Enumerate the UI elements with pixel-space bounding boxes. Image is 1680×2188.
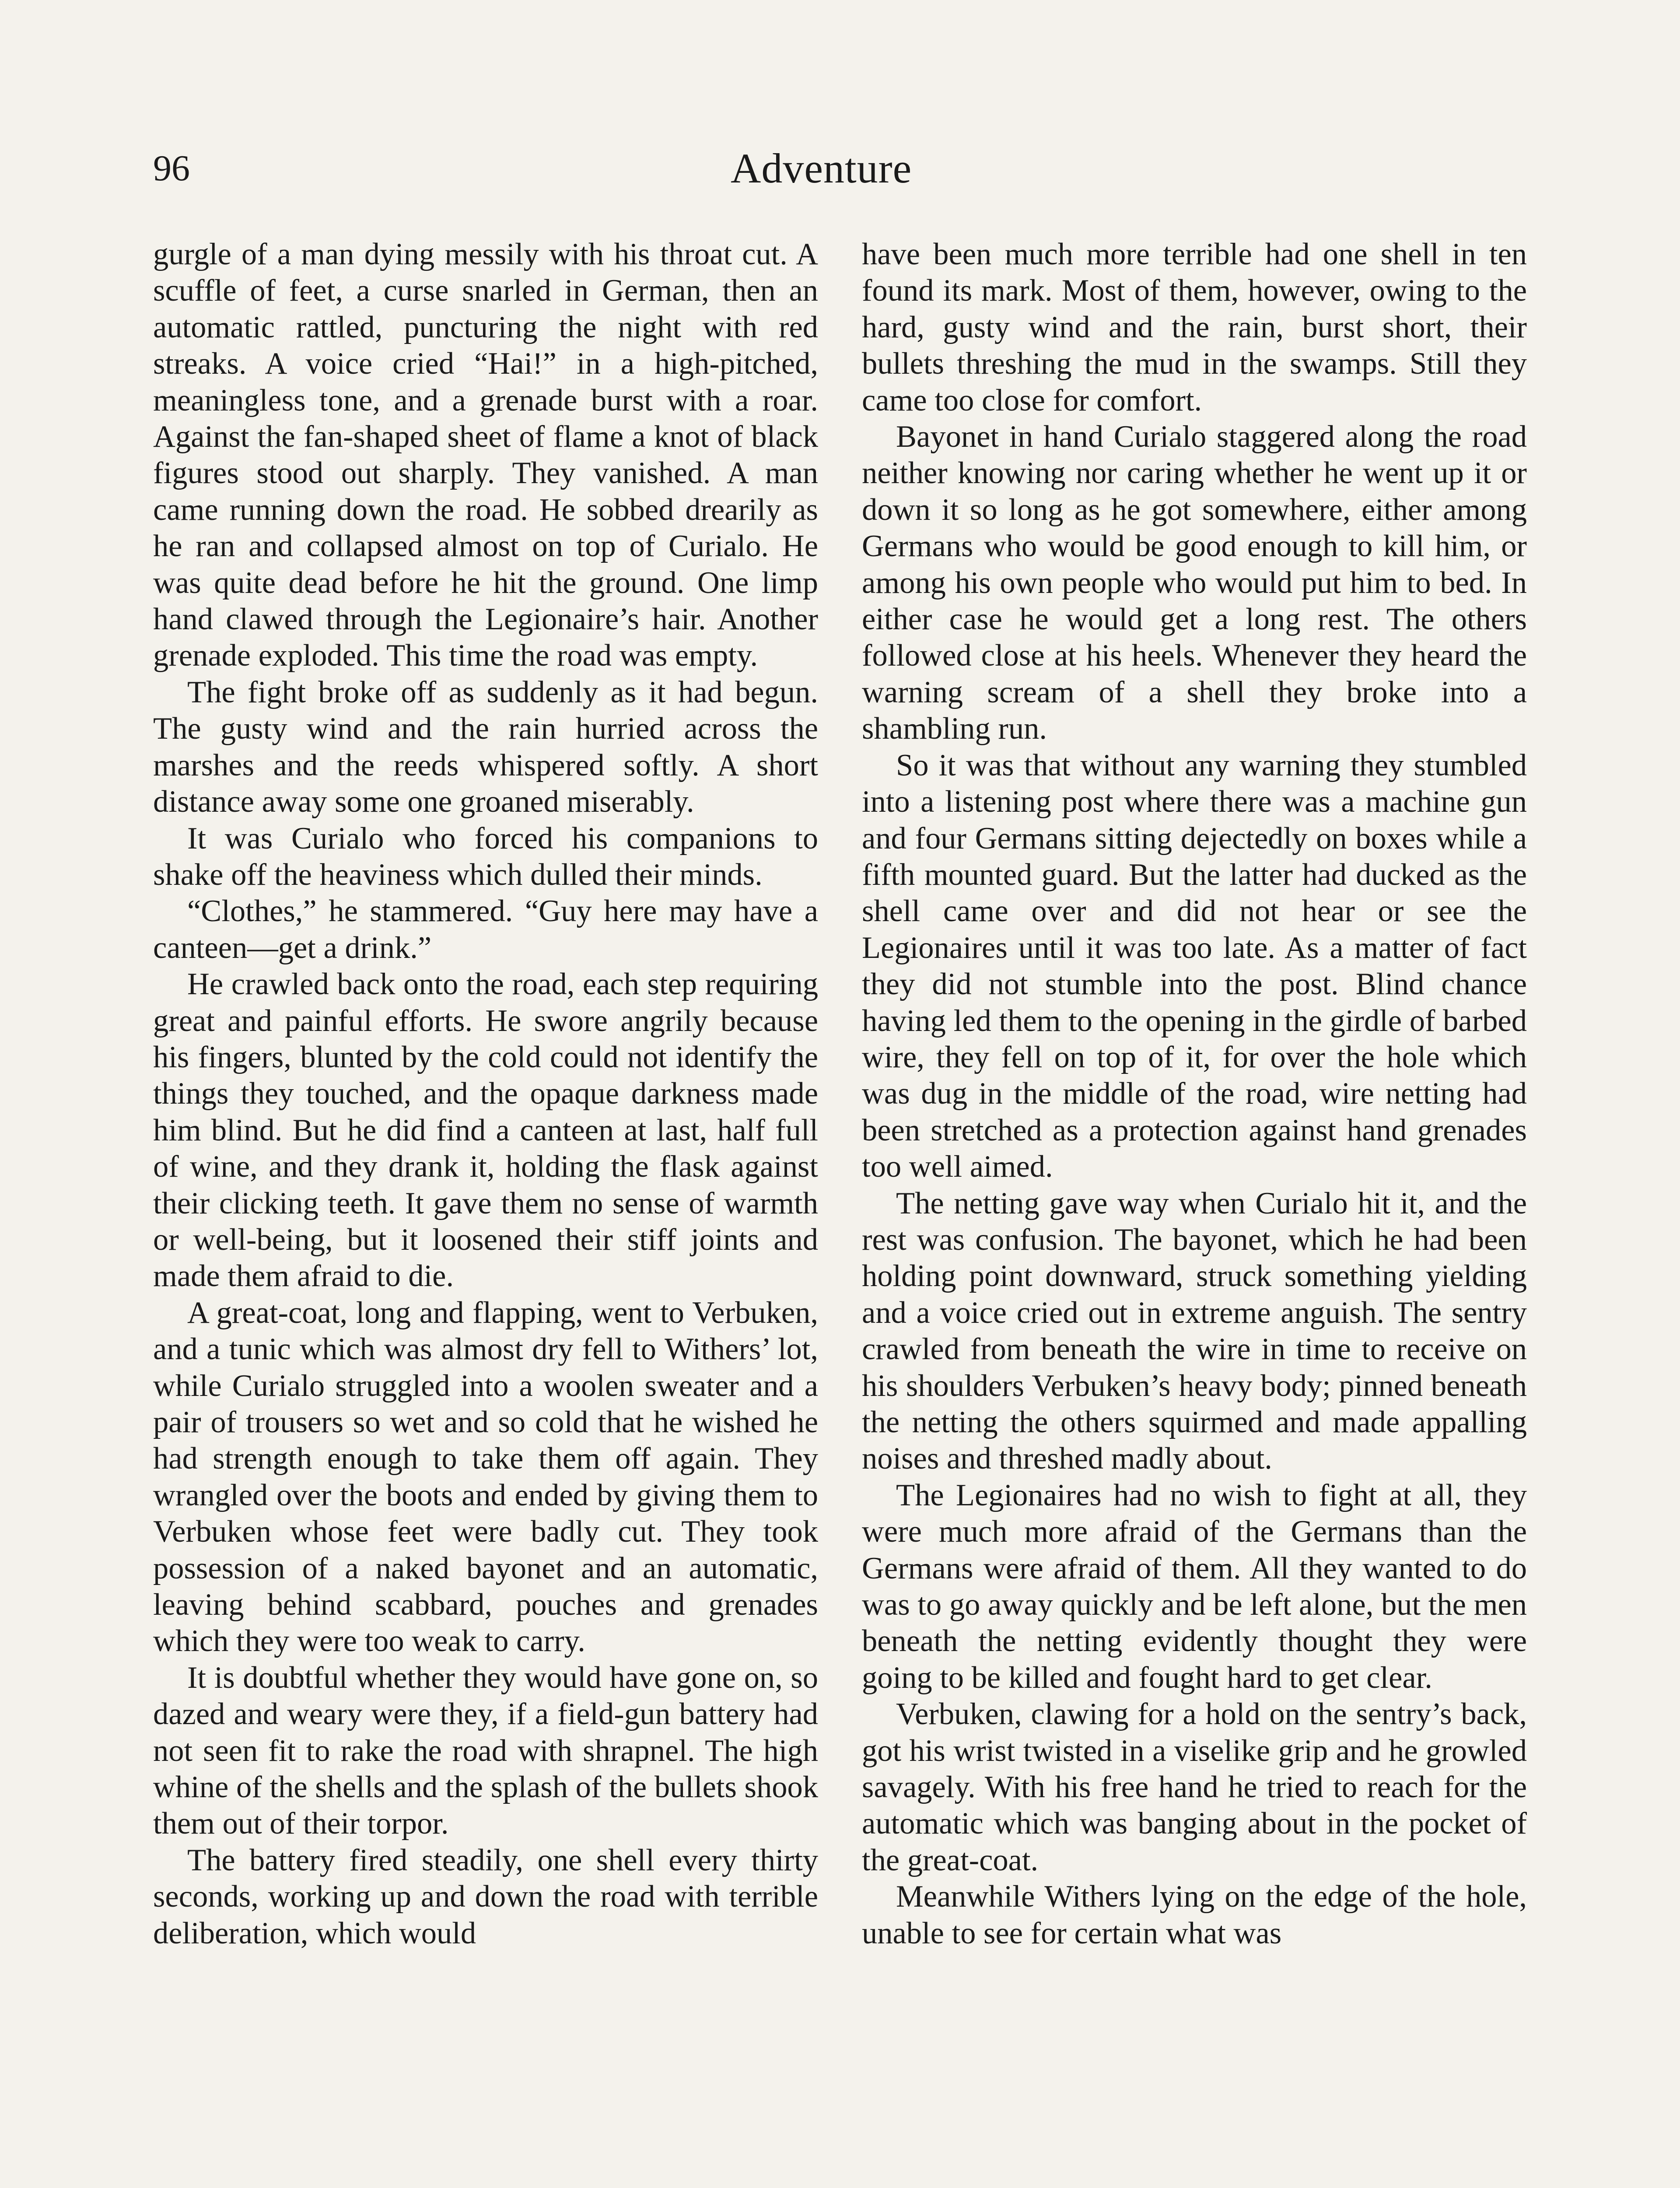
running-title: Adventure (731, 145, 912, 192)
right-column (862, 236, 1527, 2188)
paragraph: It is doubtful whether they would have gone on, so dazed and weary were they, if a field-gun battery had not seen fit to rake the road with shrapnel. The high whine of the shells and the splash of the bullets shook them out of their torpor. (153, 1660, 818, 1841)
paragraph: The netting gave way when Curialo hit it, and the rest was confusion. The bayonet, which he had been holding point downward, struck something yielding and a voice cried out in extreme anguish. The sentry crawled from beneath the wire in time to receive on his shoulders Verbuken’s heavy body; pinned beneath the netting the others squirmed and made appalling noises and threshed madly about. (862, 1186, 1527, 1476)
paragraph: “Clothes,” he stammered. “Guy here may have a canteen—get a drink.” (153, 894, 818, 965)
paragraph: It was Curialo who forced his companions to shake off the heaviness which dulled their minds. (153, 821, 818, 892)
paragraph: The fight broke off as suddenly as it had begun. The gusty wind and the rain hurried across the marshes and the reeds whispered softly. A short distance away some one groaned miserably. (153, 675, 818, 819)
paragraph: The battery fired steadily, one shell every thirty seconds, working up and down the road with terrible deliberation, which would (153, 1843, 818, 1950)
paragraph: So it was that without any warning they stumbled into a listening post where there was a machine gun and four Germans sitting dejectedly on boxes while a fifth mounted guard. But the latter had ducked as the shell came over and did not hear or see the Legionaires until it was too late. As a matter of fact they did not stumble into the post. Blind chance having led them to the opening in the girdle of barbed wire, they fell on top of it, for over the hole which was dug in the middle of the road, wire netting had been stretched as a protection against hand grenades too well aimed. (862, 748, 1527, 1184)
left-column (153, 236, 818, 2188)
paragraph: Verbuken, clawing for a hold on the sentry’s back, got his wrist twisted in a viselike grip and he growled savagely. With his free hand he tried to reach for the automatic which was banging about in the pocket of the great-coat. (862, 1697, 1527, 1877)
paragraph: The Legionaires had no wish to fight at all, they were much more afraid of the Germans than the Germans were afraid of them. All they wanted to do was to go away quickly and be left alone, but the men beneath the netting evidently thought they were going to be killed and fought hard to get clear. (862, 1478, 1527, 1695)
paragraph: Meanwhile Withers lying on the edge of the hole, unable to see for certain what was (862, 1879, 1527, 1950)
paragraph: He crawled back onto the road, each step requiring great and painful efforts. He swore angrily because his fingers, blunted by the cold could not identify the things they touched, and the opaque darkness made him blind. But he did find a canteen at last, half full of wine, and they drank it, holding the flask against their clicking teeth. It gave them no sense of warmth or well-being, but it loosened their stiff joints and made them afraid to die. (153, 967, 818, 1294)
paragraph: have been much more terrible had one shell in ten found its mark. Most of them, however, owing to the hard, gusty wind and the rain, burst short, their bullets threshing the mud in the swamps. Still they came too close for comfort. (862, 237, 1527, 417)
paragraph: A great-coat, long and flapping, went to Verbuken, and a tunic which was almost dry fell to Withers’ lot, while Curialo struggled into a woolen sweater and a pair of trousers so wet and so cold that he wished he had strength enough to take them off again. They wrangled over the boots and ended by giving them to Verbuken whose feet were badly cut. They took possession of a naked bayonet and an automatic, leaving behind scabbard, pouches and grenades which they were too weak to carry. (153, 1295, 818, 1659)
page-number: 96 (153, 148, 190, 189)
paragraph: gurgle of a man dying messily with his throat cut. A scuffle of feet, a curse snarled in German, then an automatic rattled, puncturing the night with red streaks. A voice cried “Hai!” in a high-pitched, meaningless tone, and a grenade burst with a roar. Against the fan-shaped sheet of flame a knot of black figures stood out sharply. They vanished. A man came running down the road. He sobbed drearily as he ran and collapsed almost on top of Curialo. He was quite dead before he hit the ground. One limp hand clawed through the Legionaire’s hair. Another grenade exploded. This time the road was empty. (153, 237, 818, 673)
paragraph: Bayonet in hand Curialo staggered along the road neither knowing nor caring whether he went up it or down it so long as he got somewhere, either among Germans who would be good enough to kill him, or among his own people who would put him to bed. In either case he would get a long rest. The others followed close at his heels. Whenever they heard the warning scream of a shell they broke into a shambling run. (862, 420, 1527, 746)
body-text (153, 236, 1527, 2188)
page-header (153, 144, 1527, 201)
